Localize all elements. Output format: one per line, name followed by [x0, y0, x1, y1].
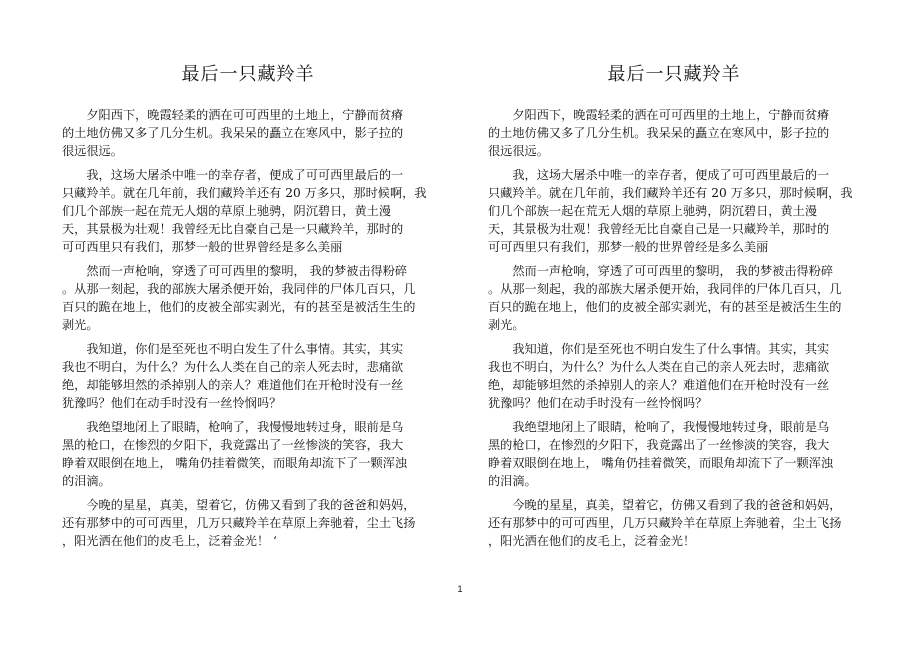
paragraph: 我知道，你们是至死也不明白发生了什么事情。其实，其实 我也不明白，为什么？为什么人类在自己的亲人死去时，悲痛欲 绝，却能够坦然的杀掉别人的亲人？难道他们在开枪时没有一丝 犹豫吗？他们在动手时没有一丝怜悯吗？	[488, 342, 830, 410]
paragraph: 我知道，你们是至死也不明白发生了什么事情。其实，其实 我也不明白，为什么？为什么人类在自己的亲人死去时，悲痛欲 绝，却能够坦然的杀掉别人的亲人？难道他们在开枪时没有一丝 犹豫吗？他们在动手时没有一丝怜悯吗？	[62, 342, 404, 410]
paragraph: 今晚的星星，真美，望着它，仿佛又看到了我的爸爸和妈妈， 还有那梦中的可可西里，几万只藏羚羊在草原上奔驰着，尘土飞扬 ，阳光洒在他们的皮毛上，泛着金光！	[488, 498, 842, 548]
right-column	[488, 60, 860, 556]
paragraph: 我绝望地闭上了眼睛，枪响了，我慢慢地转过身，眼前是乌 黑的枪口，在惨烈的夕阳下，我竟露出了一丝惨淡的笑容，我大 睁着双眼倒在地上， 嘴角仍挂着微笑，而眼角却流下了一颗浑浊 的泪滴。	[488, 420, 834, 488]
paragraph: 我，这场大屠杀中唯一的幸存者，便成了可可西里最后的一 只藏羚羊。就在几年前，我们藏羚羊还有 20 万多只，那时候啊，我 们几个部族一起在荒无人烟的草原上驰骋，阴沉碧日，黄土漫 天，其景极为壮观！我曾经无比自豪自己是一只藏羚羊，那时的 可可西里只有我们，那梦一般的世界曾经是多么美丽	[62, 168, 427, 254]
page-title: 最后一只藏羚羊	[607, 64, 741, 85]
paragraph: 然而一声枪响，穿透了可可西里的黎明， 我的梦被击得粉碎 。从那一刻起，我的部族大屠杀便开始，我同伴的尸体几百只，几 百只的跪在地上，他们的皮被全部实剥光，有的甚至是被活生生的 剥光。	[488, 264, 842, 332]
paragraph: 夕阳西下，晚霞轻柔的洒在可可西里的土地上，宁静而贫瘠 的土地仿佛又多了几分生机。我呆呆的矗立在寒风中，影子拉的 很远很远。	[62, 108, 404, 158]
left-column	[62, 60, 434, 556]
paragraph: 我绝望地闭上了眼睛，枪响了，我慢慢地转过身，眼前是乌 黑的枪口，在惨烈的夕阳下，我竟露出了一丝惨淡的笑容，我大 睁着双眼倒在地上， 嘴角仍挂着微笑，而眼角却流下了一颗浑浊 的泪滴。	[62, 420, 408, 488]
paragraph: 夕阳西下，晚霞轻柔的洒在可可西里的土地上，宁静而贫瘠 的土地仿佛又多了几分生机。我呆呆的矗立在寒风中，影子拉的 很远很远。	[488, 108, 830, 158]
paragraph: 我，这场大屠杀中唯一的幸存者，便成了可可西里最后的一 只藏羚羊。就在几年前，我们藏羚羊还有 20 万多只，那时候啊，我 们几个部族一起在荒无人烟的草原上驰骋，阴沉碧日，黄土漫 天，其景极为壮观！我曾经无比自豪自己是一只藏羚羊，那时的 可可西里只有我们，那梦一般的世界曾经是多么美丽	[488, 168, 853, 254]
page-number: 1	[457, 584, 463, 594]
paragraph: 今晚的星星，真美，望着它，仿佛又看到了我的爸爸和妈妈， 还有那梦中的可可西里，几万只藏羚羊在草原上奔驰着，尘土飞扬 ，阳光洒在他们的皮毛上，泛着金光！ ‘	[62, 498, 416, 548]
page-title: 最后一只藏羚羊	[181, 64, 315, 85]
paragraph: 然而一声枪响，穿透了可可西里的黎明， 我的梦被击得粉碎 。从那一刻起，我的部族大屠杀便开始，我同伴的尸体几百只，几 百只的跪在地上，他们的皮被全部实剥光，有的甚至是被活生生的 剥光。	[62, 264, 416, 332]
